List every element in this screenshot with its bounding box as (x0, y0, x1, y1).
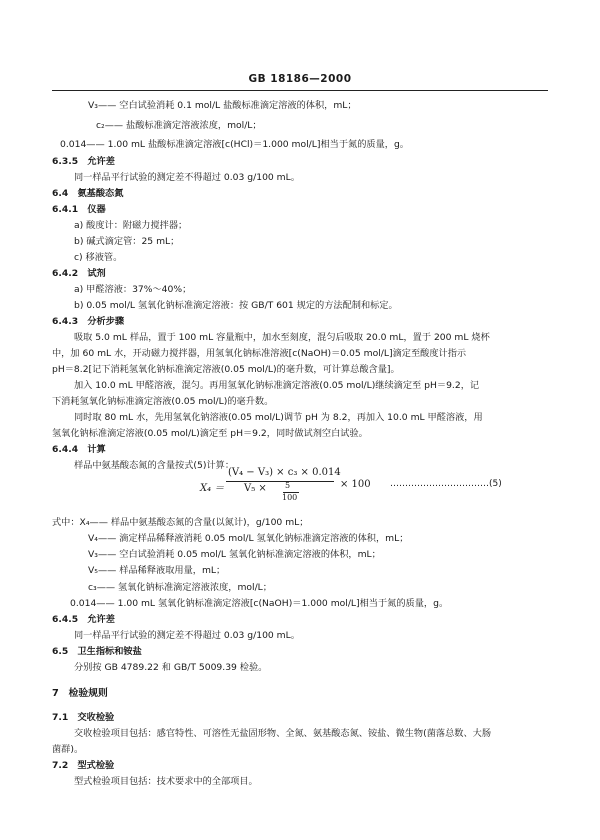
formula-numerator: (V₄ − V₃) × c₃ × 0.014 (228, 467, 341, 478)
section-heading: 6.5 卫生指标和铵盐 (52, 646, 142, 657)
section-heading: 7.1 交收检验 (52, 712, 115, 723)
inner-fraction-numerator: 5 (285, 481, 291, 490)
fraction-bar (226, 481, 334, 482)
section-heading: 6.4.4 计算 (52, 444, 106, 455)
text-line: c₂—— 盐酸标准滴定溶液浓度，mol/L； (96, 120, 262, 131)
text-line: 0.014—— 1.00 mL 盐酸标准滴定溶液[c(HCl)＝1.000 mol/L]相当于氮的质量，g。 (60, 139, 409, 150)
formula-multiplier: × 100 (340, 479, 371, 490)
text-line: 同时取 80 mL 水，先用氢氧化钠溶液(0.05 mol/L)调节 pH 为 8.2，再加入 10.0 mL 甲醛溶液，用 (74, 412, 483, 423)
formula-denominator: V₅ × (244, 483, 267, 494)
section-heading: 7 检验规则 (52, 688, 108, 699)
page-header: GB 18186—2000 (248, 73, 352, 85)
text-line: c) 移液管。 (74, 252, 123, 263)
section-heading: 6.4.5 允许差 (52, 614, 115, 625)
equation-number: ……………………………(5) (390, 479, 502, 489)
text-line: a) 甲醛溶液：37%～40%； (74, 284, 192, 295)
text-line: b) 0.05 mol/L 氢氧化钠标准滴定溶液：按 GB/T 601 规定的方法配制和标定。 (74, 300, 398, 311)
text-line: 加入 10.0 mL 甲醛溶液，混匀。再用氢氧化钠标准滴定溶液(0.05 mol/L)继续滴定至 pH＝9.2，记 (74, 380, 480, 391)
text-line: 型式检验项目包括：技术要求中的全部项目。 (74, 776, 258, 787)
text-line: 同一样品平行试验的测定差不得超过 0.03 g/100 mL。 (74, 172, 300, 183)
section-heading: 6.4.2 试剂 (52, 268, 106, 279)
text-line: a) 酸度计：附磁力搅拌器； (74, 220, 188, 231)
text-line: V₅—— 样品稀释液取用量，mL； (88, 565, 226, 576)
text-line: 同一样品平行试验的测定差不得超过 0.03 g/100 mL。 (74, 630, 300, 641)
text-line: 交收检验项目包括：感官特性、可溶性无盐固形物、全氮、氨基酸态氮、铵盐、微生物(菌落总数、大肠 (74, 728, 492, 739)
text-line: 0.014—— 1.00 mL 氢氧化钠标准滴定溶液[c(NaOH)＝1.000 mol/L]相当于氮的质量，g。 (70, 598, 449, 609)
text-line: c₃—— 氢氧化钠标准滴定溶液浓度，mol/L； (88, 582, 272, 593)
text-line: 样品中氨基酸态氮的含量按式(5)计算： (74, 460, 235, 471)
text-line: 分别按 GB 4789.22 和 GB/T 5009.39 检验。 (74, 662, 268, 673)
text-line: V₃—— 空白试验消耗 0.05 mol/L 氢氧化钠标准滴定溶液的体积，mL； (88, 549, 381, 560)
section-heading: 6.4 氨基酸态氮 (52, 188, 124, 199)
section-heading: 6.4.3 分析步骤 (52, 316, 125, 327)
text-line: 式中：X₄—— 样品中氨基酸态氮的含量(以氮计)，g/100 mL； (52, 517, 309, 528)
inner-fraction-denominator: 100 (282, 493, 298, 502)
text-line: 氢氧化钠标准滴定溶液(0.05 mol/L)滴定至 pH＝9.2，同时做试剂空白试验。 (52, 428, 368, 439)
header-rule (52, 90, 548, 91)
text-line: 吸取 5.0 mL 样品，置于 100 mL 容量瓶中，加水至刻度，混匀后吸取 20.0 mL，置于 200 mL 烧杯 (74, 332, 490, 343)
text-line: 中，加 60 mL 水，开动磁力搅拌器，用氢氧化钠标准溶液[c(NaOH)＝0.05 mol/L]滴定至酸度计指示 (52, 348, 467, 359)
text-line: pH＝8.2[记下消耗氢氧化钠标准滴定溶液(0.05 mol/L)的毫升数，可计算总酸含量]。 (52, 364, 400, 375)
text-line: V₄—— 滴定样品稀释液消耗 0.05 mol/L 氢氧化钠标准滴定溶液的体积，mL； (88, 533, 409, 544)
section-heading: 6.4.1 仪器 (52, 204, 106, 215)
text-line: 下消耗氢氧化钠标准滴定溶液(0.05 mol/L)的毫升数。 (52, 396, 274, 407)
formula-lhs: X₄ ＝ (200, 483, 225, 494)
text-line: b) 碱式滴定管：25 mL； (74, 236, 180, 247)
section-heading: 7.2 型式检验 (52, 760, 115, 771)
text-line: 菌群)。 (52, 744, 84, 755)
section-heading: 6.3.5 允许差 (52, 156, 115, 167)
text-line: V₃—— 空白试验消耗 0.1 mol/L 盐酸标准滴定溶液的体积，mL； (88, 100, 357, 111)
